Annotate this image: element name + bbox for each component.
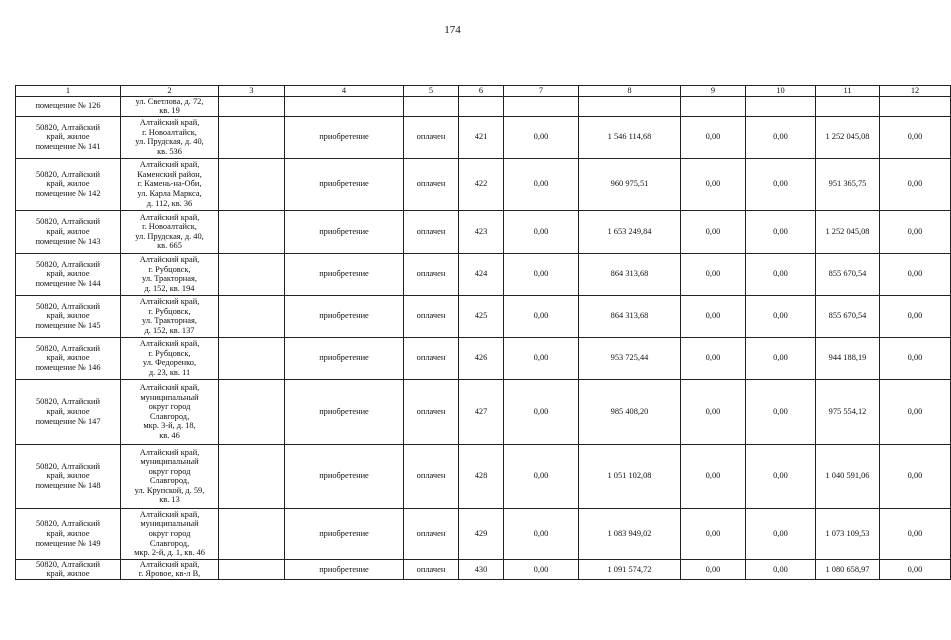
cell-text: приобретение bbox=[319, 528, 369, 538]
table-row bbox=[16, 379, 951, 444]
table-cell-col-12 bbox=[880, 508, 951, 559]
table-row bbox=[16, 295, 951, 337]
table-cell-col-8 bbox=[579, 337, 681, 379]
table-cell-col-9 bbox=[681, 253, 746, 295]
cell-text: 0,00 bbox=[907, 311, 923, 321]
cell-text: 50820, Алтайский край, жилое bbox=[35, 559, 101, 579]
cell-text: Алтайский край, г. Рубцовск, ул. Федоренко, д. 23, кв. 11 bbox=[139, 339, 200, 377]
table-cell-col-2 bbox=[121, 379, 219, 444]
table-row bbox=[16, 508, 951, 559]
table-cell-col-7 bbox=[504, 210, 579, 253]
cell-text: 428 bbox=[474, 471, 488, 481]
column-header: 9 bbox=[681, 86, 746, 97]
table-row bbox=[16, 559, 951, 579]
table-cell-col-5 bbox=[404, 337, 459, 379]
table-cell-col-9 bbox=[681, 337, 746, 379]
table-cell-col-3 bbox=[219, 337, 285, 379]
table-cell-col-7 bbox=[504, 508, 579, 559]
cell-text: 0,00 bbox=[705, 528, 721, 538]
cell-text: оплачен bbox=[416, 353, 446, 363]
table-cell-col-3 bbox=[219, 210, 285, 253]
table-cell-col-4 bbox=[285, 158, 404, 210]
cell-text: 0,00 bbox=[533, 471, 549, 481]
table-cell-col-9 bbox=[681, 444, 746, 508]
table-cell-col-12 bbox=[880, 444, 951, 508]
cell-text: 50820, Алтайский край, жилое помещение № 142 bbox=[35, 169, 101, 199]
table-cell-col-5 bbox=[404, 116, 459, 158]
cell-text: оплачен bbox=[416, 311, 446, 321]
cell-text: оплачен bbox=[416, 226, 446, 236]
cell-text: 0,00 bbox=[533, 406, 549, 416]
cell-text: оплачен bbox=[416, 406, 446, 416]
table-cell-col-6 bbox=[459, 559, 504, 579]
table-cell-col-11 bbox=[816, 295, 880, 337]
cell-text: оплачен bbox=[416, 179, 446, 189]
cell-text: Алтайский край, г. Рубцовск, ул. Тракторная, д. 152, кв. 137 bbox=[139, 297, 200, 335]
cell-text: оплачен bbox=[416, 269, 446, 279]
table-cell-col-3 bbox=[219, 444, 285, 508]
table-row bbox=[16, 253, 951, 295]
table-cell-col-2 bbox=[121, 96, 219, 116]
cell-text: 429 bbox=[474, 528, 488, 538]
cell-text: 0,00 bbox=[773, 564, 788, 574]
table-cell-col-10 bbox=[746, 295, 816, 337]
table-cell-col-5 bbox=[404, 379, 459, 444]
cell-text: 422 bbox=[474, 179, 488, 189]
table-cell-col-1 bbox=[16, 337, 121, 379]
table-cell-col-10 bbox=[746, 210, 816, 253]
cell-text: приобретение bbox=[319, 564, 369, 574]
cell-text: Алтайский край, муниципальный округ город Славгород, мкр. 3-й, д. 18, кв. 46 bbox=[139, 383, 200, 440]
cell-text: оплачен bbox=[416, 132, 446, 142]
table-cell-col-2 bbox=[121, 210, 219, 253]
table-cell-col-8 bbox=[579, 295, 681, 337]
cell-text: 0,00 bbox=[533, 528, 549, 538]
table-cell-col-12 bbox=[880, 337, 951, 379]
cell-text: оплачен bbox=[416, 528, 446, 538]
table-cell-col-2 bbox=[121, 253, 219, 295]
cell-text: 421 bbox=[474, 132, 488, 142]
cell-text: 960 975,51 bbox=[610, 179, 649, 189]
table-cell-col-3 bbox=[219, 379, 285, 444]
table-cell-col-12 bbox=[880, 379, 951, 444]
cell-text: приобретение bbox=[319, 179, 369, 189]
table-cell-col-4 bbox=[285, 253, 404, 295]
cell-text: Алтайский край, Каменский район, г. Камень-на-Оби, ул. Карла Маркса, д. 112, кв. 36 bbox=[137, 160, 202, 208]
table-cell-col-1 bbox=[16, 210, 121, 253]
table-cell-col-2 bbox=[121, 116, 219, 158]
table-cell-col-10 bbox=[746, 508, 816, 559]
table-cell-col-8 bbox=[579, 96, 681, 116]
cell-text: 855 670,54 bbox=[828, 269, 867, 279]
table-cell-col-1 bbox=[16, 559, 121, 579]
table-cell-col-11 bbox=[816, 158, 880, 210]
table-cell-col-12 bbox=[880, 559, 951, 579]
cell-text: 0,00 bbox=[773, 269, 788, 279]
table-cell-col-2 bbox=[121, 158, 219, 210]
cell-text: 0,00 bbox=[907, 179, 923, 189]
header-row bbox=[16, 86, 951, 97]
table-cell-col-4 bbox=[285, 210, 404, 253]
cell-text: помещение № 126 bbox=[35, 101, 101, 111]
cell-text: 426 bbox=[474, 353, 488, 363]
table-cell-col-9 bbox=[681, 116, 746, 158]
cell-text: 0,00 bbox=[907, 471, 923, 481]
cell-text: 1 083 949,02 bbox=[607, 528, 652, 538]
table-cell-col-11 bbox=[816, 210, 880, 253]
table-cell-col-1 bbox=[16, 96, 121, 116]
table-cell-col-4 bbox=[285, 559, 404, 579]
cell-text: 864 313,68 bbox=[610, 311, 649, 321]
table-cell-col-1 bbox=[16, 444, 121, 508]
table-cell-col-5 bbox=[404, 158, 459, 210]
table-cell-col-5 bbox=[404, 559, 459, 579]
table-cell-col-12 bbox=[880, 96, 951, 116]
cell-text: Алтайский край, г. Новоалтайск, ул. Прудская, д. 40, кв. 665 bbox=[135, 212, 204, 251]
table-cell-col-2 bbox=[121, 295, 219, 337]
cell-text: Алтайский край, муниципальный округ город Славгород, ул. Крупской, д. 59, кв. 13 bbox=[134, 447, 205, 505]
cell-text: 50820, Алтайский край, жилое помещение № 149 bbox=[35, 519, 101, 548]
table-cell-col-1 bbox=[16, 295, 121, 337]
table-cell-col-3 bbox=[219, 96, 285, 116]
cell-text: 50820, Алтайский край, жилое помещение № 141 bbox=[35, 122, 101, 152]
cell-text: 951 365,75 bbox=[828, 179, 867, 189]
table-cell-col-4 bbox=[285, 337, 404, 379]
table-cell-col-8 bbox=[579, 444, 681, 508]
table-cell-col-6 bbox=[459, 295, 504, 337]
cell-text: Алтайский край, г. Новоалтайск, ул. Прудская, д. 40, кв. 536 bbox=[135, 118, 204, 156]
table-cell-col-9 bbox=[681, 379, 746, 444]
table-cell-col-7 bbox=[504, 379, 579, 444]
cell-text: 1 040 591,06 bbox=[825, 471, 870, 481]
table-cell-col-8 bbox=[579, 116, 681, 158]
cell-text: 0,00 bbox=[907, 353, 923, 363]
table-cell-col-9 bbox=[681, 559, 746, 579]
table-cell-col-5 bbox=[404, 96, 459, 116]
cell-text: 0,00 bbox=[773, 406, 788, 416]
column-header: 11 bbox=[816, 86, 880, 97]
table-cell-col-10 bbox=[746, 379, 816, 444]
table-cell-col-2 bbox=[121, 337, 219, 379]
table-cell-col-2 bbox=[121, 444, 219, 508]
table-cell-col-12 bbox=[880, 158, 951, 210]
cell-text: 0,00 bbox=[533, 353, 549, 363]
table-cell-col-4 bbox=[285, 116, 404, 158]
table-cell-col-6 bbox=[459, 116, 504, 158]
table-row bbox=[16, 96, 951, 116]
table-cell-col-1 bbox=[16, 158, 121, 210]
table-cell-col-11 bbox=[816, 253, 880, 295]
table-cell-col-11 bbox=[816, 508, 880, 559]
cell-text: 975 554,12 bbox=[828, 406, 867, 416]
table-cell-col-7 bbox=[504, 337, 579, 379]
cell-text: Алтайский край, г. Яровое, кв-л В, bbox=[138, 559, 201, 579]
table-cell-col-12 bbox=[880, 116, 951, 158]
table-cell-col-9 bbox=[681, 158, 746, 210]
cell-text: 944 188,19 bbox=[828, 353, 867, 363]
table-cell-col-1 bbox=[16, 379, 121, 444]
cell-text: 0,00 bbox=[533, 311, 549, 321]
cell-text: приобретение bbox=[319, 269, 369, 279]
table-cell-col-4 bbox=[285, 508, 404, 559]
table-cell-col-10 bbox=[746, 444, 816, 508]
table-cell-col-6 bbox=[459, 96, 504, 116]
cell-text: Алтайский край, г. Рубцовск, ул. Тракторная, д. 152, кв. 194 bbox=[139, 255, 200, 293]
table-cell-col-3 bbox=[219, 295, 285, 337]
table-cell-col-9 bbox=[681, 508, 746, 559]
table-cell-col-8 bbox=[579, 253, 681, 295]
cell-text: 1 073 109,53 bbox=[825, 528, 870, 538]
cell-text: приобретение bbox=[319, 226, 369, 236]
column-header: 7 bbox=[504, 86, 579, 97]
table-cell-col-12 bbox=[880, 295, 951, 337]
column-header: 4 bbox=[285, 86, 404, 97]
table-cell-col-3 bbox=[219, 508, 285, 559]
cell-text: 50820, Алтайский край, жилое помещение № 147 bbox=[35, 397, 101, 426]
table-cell-col-7 bbox=[504, 96, 579, 116]
table-cell-col-6 bbox=[459, 508, 504, 559]
table-cell-col-6 bbox=[459, 379, 504, 444]
table-cell-col-11 bbox=[816, 444, 880, 508]
cell-text: 0,00 bbox=[705, 179, 721, 189]
cell-text: 0,00 bbox=[705, 564, 721, 574]
cell-text: оплачен bbox=[416, 471, 446, 481]
table-cell-col-2 bbox=[121, 559, 219, 579]
table-row bbox=[16, 444, 951, 508]
cell-text: 0,00 bbox=[773, 226, 788, 236]
cell-text: 0,00 bbox=[773, 179, 788, 189]
table-cell-col-9 bbox=[681, 96, 746, 116]
cell-text: Алтайский край, муниципальный округ город Славгород, мкр. 2-й, д. 1, кв. 46 bbox=[134, 509, 205, 558]
cell-text: 0,00 bbox=[705, 226, 721, 236]
cell-text: 1 252 045,08 bbox=[825, 132, 870, 142]
cell-text: 424 bbox=[474, 269, 488, 279]
cell-text: 430 bbox=[474, 564, 488, 574]
registry-table bbox=[15, 85, 951, 580]
table-cell-col-9 bbox=[681, 210, 746, 253]
page-number: 174 bbox=[444, 24, 461, 36]
table-cell-col-11 bbox=[816, 559, 880, 579]
column-header: 6 bbox=[459, 86, 504, 97]
cell-text: 423 bbox=[474, 226, 488, 236]
table-cell-col-9 bbox=[681, 295, 746, 337]
table-cell-col-1 bbox=[16, 253, 121, 295]
cell-text: приобретение bbox=[319, 406, 369, 416]
table-cell-col-2 bbox=[121, 508, 219, 559]
cell-text: приобретение bbox=[319, 471, 369, 481]
cell-text: 0,00 bbox=[773, 471, 788, 481]
table-row bbox=[16, 158, 951, 210]
cell-text: 0,00 bbox=[705, 311, 721, 321]
cell-text: 0,00 bbox=[907, 564, 923, 574]
table-cell-col-4 bbox=[285, 96, 404, 116]
table-cell-col-11 bbox=[816, 379, 880, 444]
table-cell-col-3 bbox=[219, 253, 285, 295]
cell-text: 427 bbox=[474, 406, 488, 416]
table-cell-col-11 bbox=[816, 337, 880, 379]
table-cell-col-5 bbox=[404, 295, 459, 337]
cell-text: 50820, Алтайский край, жилое помещение № 143 bbox=[35, 217, 101, 246]
table-cell-col-7 bbox=[504, 116, 579, 158]
table-cell-col-10 bbox=[746, 96, 816, 116]
table-cell-col-1 bbox=[16, 508, 121, 559]
cell-text: 855 670,54 bbox=[828, 311, 867, 321]
column-header: 10 bbox=[746, 86, 816, 97]
cell-text: приобретение bbox=[319, 353, 369, 363]
table-cell-col-8 bbox=[579, 158, 681, 210]
cell-text: 0,00 bbox=[705, 406, 721, 416]
table-cell-col-10 bbox=[746, 559, 816, 579]
cell-text: 0,00 bbox=[533, 564, 549, 574]
cell-text: 0,00 bbox=[773, 353, 788, 363]
cell-text: 50820, Алтайский край, жилое помещение № 144 bbox=[35, 259, 101, 289]
column-header: 1 bbox=[16, 86, 121, 97]
table-cell-col-10 bbox=[746, 337, 816, 379]
table-row bbox=[16, 337, 951, 379]
cell-text: 0,00 bbox=[907, 226, 923, 236]
cell-text: 0,00 bbox=[773, 311, 788, 321]
cell-text: 0,00 bbox=[907, 528, 923, 538]
table-cell-col-8 bbox=[579, 559, 681, 579]
cell-text: 0,00 bbox=[533, 179, 549, 189]
cell-text: 864 313,68 bbox=[610, 269, 649, 279]
column-header: 8 bbox=[579, 86, 681, 97]
column-header: 3 bbox=[219, 86, 285, 97]
table-cell-col-6 bbox=[459, 444, 504, 508]
table-cell-col-7 bbox=[504, 444, 579, 508]
cell-text: 50820, Алтайский край, жилое помещение № 146 bbox=[35, 343, 101, 373]
table-cell-col-1 bbox=[16, 116, 121, 158]
cell-text: 1 080 658,97 bbox=[825, 564, 870, 574]
table-cell-col-10 bbox=[746, 116, 816, 158]
table-cell-col-7 bbox=[504, 253, 579, 295]
table-cell-col-12 bbox=[880, 253, 951, 295]
table-cell-col-6 bbox=[459, 253, 504, 295]
table-cell-col-3 bbox=[219, 559, 285, 579]
cell-text: 0,00 bbox=[705, 132, 721, 142]
table-cell-col-4 bbox=[285, 444, 404, 508]
column-header: 2 bbox=[121, 86, 219, 97]
cell-text: 425 bbox=[474, 311, 488, 321]
table-row bbox=[16, 116, 951, 158]
table-cell-col-3 bbox=[219, 158, 285, 210]
cell-text: 0,00 bbox=[907, 406, 923, 416]
cell-text: 0,00 bbox=[773, 132, 788, 142]
table-cell-col-4 bbox=[285, 295, 404, 337]
cell-text: 0,00 bbox=[773, 528, 788, 538]
cell-text: ул. Светлова, д. 72, кв. 19 bbox=[135, 96, 204, 116]
cell-text: 0,00 bbox=[533, 132, 549, 142]
cell-text: 0,00 bbox=[533, 269, 549, 279]
column-header: 12 bbox=[880, 86, 951, 97]
table-cell-col-7 bbox=[504, 158, 579, 210]
table-cell-col-3 bbox=[219, 116, 285, 158]
cell-text: 1 091 574,72 bbox=[607, 564, 652, 574]
table-cell-col-8 bbox=[579, 210, 681, 253]
table-cell-col-11 bbox=[816, 116, 880, 158]
table-cell-col-5 bbox=[404, 210, 459, 253]
cell-text: оплачен bbox=[416, 564, 446, 574]
table-cell-col-7 bbox=[504, 295, 579, 337]
table-row bbox=[16, 210, 951, 253]
table-cell-col-7 bbox=[504, 559, 579, 579]
cell-text: 1 546 114,68 bbox=[607, 132, 652, 142]
table-cell-col-11 bbox=[816, 96, 880, 116]
cell-text: 0,00 bbox=[705, 471, 721, 481]
table-cell-col-10 bbox=[746, 253, 816, 295]
table-cell-col-5 bbox=[404, 253, 459, 295]
column-header: 5 bbox=[404, 86, 459, 97]
table-cell-col-6 bbox=[459, 158, 504, 210]
cell-text: 0,00 bbox=[907, 132, 923, 142]
cell-text: 985 408,20 bbox=[610, 406, 649, 416]
cell-text: 0,00 bbox=[705, 353, 721, 363]
table-cell-col-6 bbox=[459, 210, 504, 253]
cell-text: 0,00 bbox=[907, 269, 923, 279]
cell-text: 50820, Алтайский край, жилое помещение № 148 bbox=[35, 461, 101, 491]
table-cell-col-6 bbox=[459, 337, 504, 379]
cell-text: 50820, Алтайский край, жилое помещение № 145 bbox=[35, 301, 101, 331]
table-cell-col-10 bbox=[746, 158, 816, 210]
table-cell-col-8 bbox=[579, 508, 681, 559]
cell-text: 0,00 bbox=[533, 226, 549, 236]
cell-text: 1 653 249,84 bbox=[607, 226, 652, 236]
cell-text: 0,00 bbox=[705, 269, 721, 279]
table-body bbox=[16, 96, 951, 579]
table-cell-col-4 bbox=[285, 379, 404, 444]
cell-text: 1 051 102,08 bbox=[607, 471, 652, 481]
cell-text: приобретение bbox=[319, 132, 369, 142]
table-cell-col-5 bbox=[404, 508, 459, 559]
table-cell-col-12 bbox=[880, 210, 951, 253]
table-cell-col-5 bbox=[404, 444, 459, 508]
cell-text: приобретение bbox=[319, 311, 369, 321]
table-cell-col-8 bbox=[579, 379, 681, 444]
cell-text: 953 725,44 bbox=[610, 353, 649, 363]
cell-text: 1 252 045,08 bbox=[825, 226, 870, 236]
